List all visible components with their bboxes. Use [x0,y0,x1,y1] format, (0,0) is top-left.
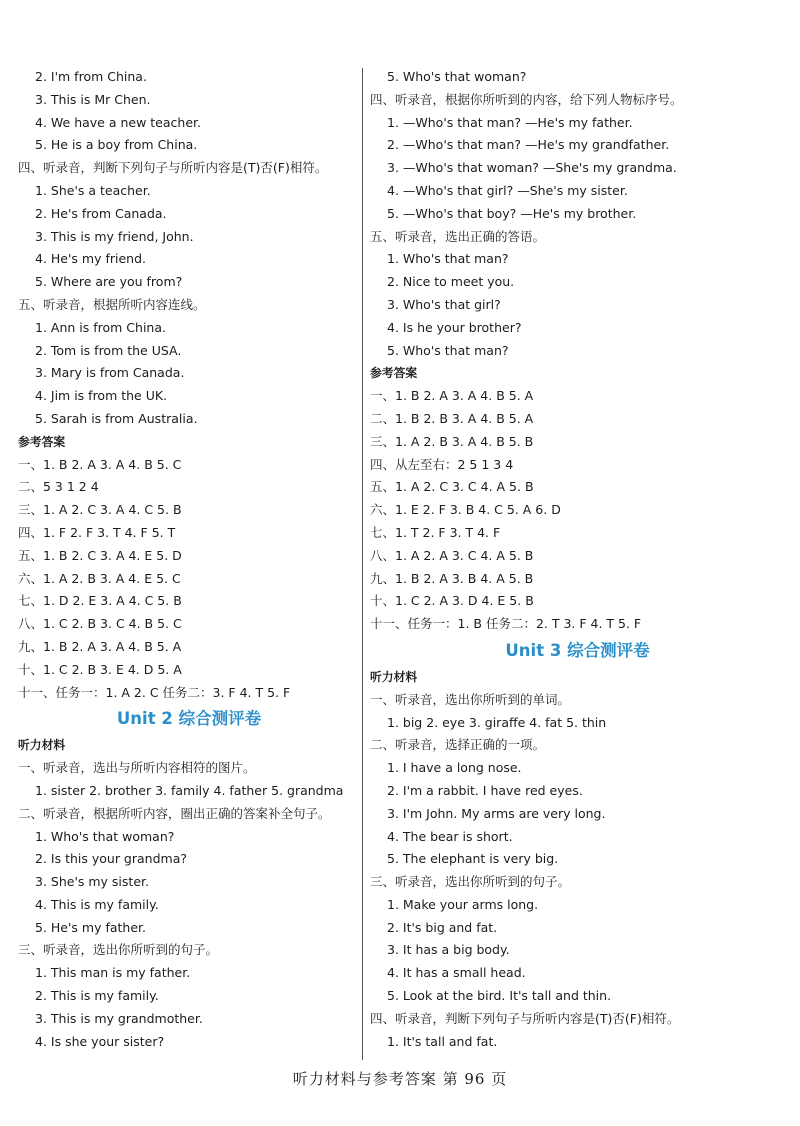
page-footer: 听力材料与参考答案 第 96 页 [292,1070,508,1088]
listening-line: 2. Is this your grandma? [35,851,187,867]
listening-line: 2. —Who's that man? —He's my grandfather. [387,137,670,153]
listening-line: 2. He's from Canada. [35,205,167,221]
listening-line: 3. I'm John. My arms are very long. [387,805,606,821]
listening-line: 3. Mary is from Canada. [35,365,185,381]
listening-line: 2. Nice to meet you. [387,274,515,290]
subheading: 参考答案 [18,434,66,449]
column-divider [362,68,363,1060]
answer-line: 九、1. B 2. A 3. B 4. A 5. B [370,570,534,586]
answer-line: 一、1. B 2. A 3. A 4. B 5. C [18,456,182,472]
listening-line: 4. The bear is short. [387,828,513,844]
listening-line: 3. This is my friend, John. [35,228,194,244]
section-heading: 四、听录音，判断下列句子与所听内容是(T)否(F)相符。 [370,1010,680,1026]
answer-line: 二、1. B 2. B 3. A 4. B 5. A [370,410,534,426]
answer-line: 九、1. B 2. A 3. A 4. B 5. A [18,638,182,654]
section-heading: 四、听录音，判断下列句子与所听内容是(T)否(F)相符。 [18,160,328,176]
listening-line: 2. This is my family. [35,988,159,1004]
listening-line: 1. I have a long nose. [387,760,522,776]
listening-line: 1. Who's that woman? [35,828,175,844]
answer-line: 七、1. T 2. F 3. T 4. F [370,524,501,540]
listening-line: 4. It has a small head. [387,965,526,981]
answer-line: 八、1. C 2. B 3. C 4. B 5. C [18,616,182,632]
listening-line: 2. Tom is from the USA. [35,342,182,358]
listening-line: 4. —Who's that girl? —She's my sister. [387,182,628,198]
listening-line: 3. Who's that girl? [387,296,501,312]
answer-line: 十一、任务一：1. A 2. C 任务二：3. F 4. T 5. F [18,684,291,700]
subheading: 听力材料 [370,669,418,684]
listening-line: 4. This is my family. [35,896,159,912]
listening-line: 2. I'm a rabbit. I have red eyes. [387,782,583,798]
listening-line: 3. —Who's that woman? —She's my grandma. [387,160,677,176]
listening-line: 1. —Who's that man? —He's my father. [387,114,633,130]
section-heading: 五、听录音，选出正确的答语。 [370,228,546,244]
answer-line: 六、1. A 2. B 3. A 4. E 5. C [18,570,181,586]
listening-line: 1. It's tall and fat. [387,1033,498,1049]
answer-line: 七、1. D 2. E 3. A 4. C 5. B [18,593,182,609]
listening-line: 1. sister 2. brother 3. family 4. father 5. grandma [35,782,344,798]
listening-line: 5. Where are you from? [35,274,183,290]
section-heading: 五、听录音，根据所听内容连线。 [18,296,206,312]
listening-line: 1. Make your arms long. [387,896,539,912]
answer-line: 六、1. E 2. F 3. B 4. C 5. A 6. D [370,502,561,518]
listening-line: 5. Who's that man? [387,342,509,358]
answer-line: 一、1. B 2. A 3. A 4. B 5. A [370,388,534,404]
listening-line: 2. It's big and fat. [387,919,498,935]
listening-line: 4. Is he your brother? [387,319,522,335]
left-column [18,66,360,1053]
listening-line: 1. She's a teacher. [35,182,151,198]
answer-line: 十、1. C 2. B 3. E 4. D 5. A [18,661,182,677]
listening-line: 4. He's my friend. [35,251,146,267]
listening-line: 3. She's my sister. [35,874,149,890]
listening-line: 4. Is she your sister? [35,1033,165,1049]
listening-line: 5. The elephant is very big. [387,851,559,867]
listening-line: 5. Look at the bird. It's tall and thin. [387,988,612,1004]
listening-line: 1. This man is my father. [35,965,191,981]
listening-line: 1. Ann is from China. [35,319,166,335]
listening-line: 3. It has a big body. [387,942,510,958]
listening-line: 4. Jim is from the UK. [35,388,168,404]
answer-line: 五、1. A 2. C 3. C 4. A 5. B [370,479,534,495]
section-heading: 一、听录音，选出与所听内容相符的图片。 [18,760,256,776]
answer-line: 四、从左至右：2 5 1 3 4 [370,456,514,472]
listening-line: 5. —Who's that boy? —He's my brother. [387,205,637,221]
section-heading: 四、听录音，根据你所听到的内容，给下列人物标序号。 [370,91,683,107]
answer-line: 八、1. A 2. A 3. C 4. A 5. B [370,547,534,563]
listening-line: 1. Who's that man? [387,251,509,267]
answer-line: 五、1. B 2. C 3. A 4. E 5. D [18,547,182,563]
section-heading: 二、听录音，选择正确的一项。 [370,737,546,753]
listening-line: 3. This is my grandmother. [35,1010,203,1026]
section-heading: 三、听录音，选出你所听到的句子。 [370,874,571,890]
subheading: 参考答案 [370,366,418,381]
subheading: 听力材料 [18,738,66,753]
unit-title: Unit 2 综合测评卷 [116,709,262,729]
answer-line: 二、5 3 1 2 4 [18,479,99,495]
right-column [370,66,785,1053]
listening-line: 2. I'm from China. [35,69,147,84]
listening-line: 5. He is a boy from China. [35,137,198,153]
unit-title: Unit 3 综合测评卷 [505,640,650,660]
answer-line: 十、1. C 2. A 3. D 4. E 5. B [370,593,534,609]
section-heading: 三、听录音，选出你所听到的句子。 [18,942,219,958]
answer-line: 三、1. A 2. B 3. A 4. B 5. B [370,433,534,449]
listening-line: 1. big 2. eye 3. giraffe 4. fat 5. thin [387,714,607,730]
listening-line: 5. Who's that woman? [387,69,527,84]
answer-line: 四、1. F 2. F 3. T 4. F 5. T [18,524,176,540]
listening-line: 5. Sarah is from Australia. [35,410,198,426]
answer-line: 三、1. A 2. C 3. A 4. C 5. B [18,502,182,518]
section-heading: 一、听录音，选出你所听到的单词。 [370,691,571,707]
listening-line: 5. He's my father. [35,919,146,935]
section-heading: 二、听录音，根据所听内容，圈出正确的答案补全句子。 [18,805,331,821]
answer-line: 十一、任务一：1. B 任务二：2. T 3. F 4. T 5. F [370,616,642,632]
listening-line: 4. We have a new teacher. [35,114,201,130]
listening-line: 3. This is Mr Chen. [35,91,151,107]
